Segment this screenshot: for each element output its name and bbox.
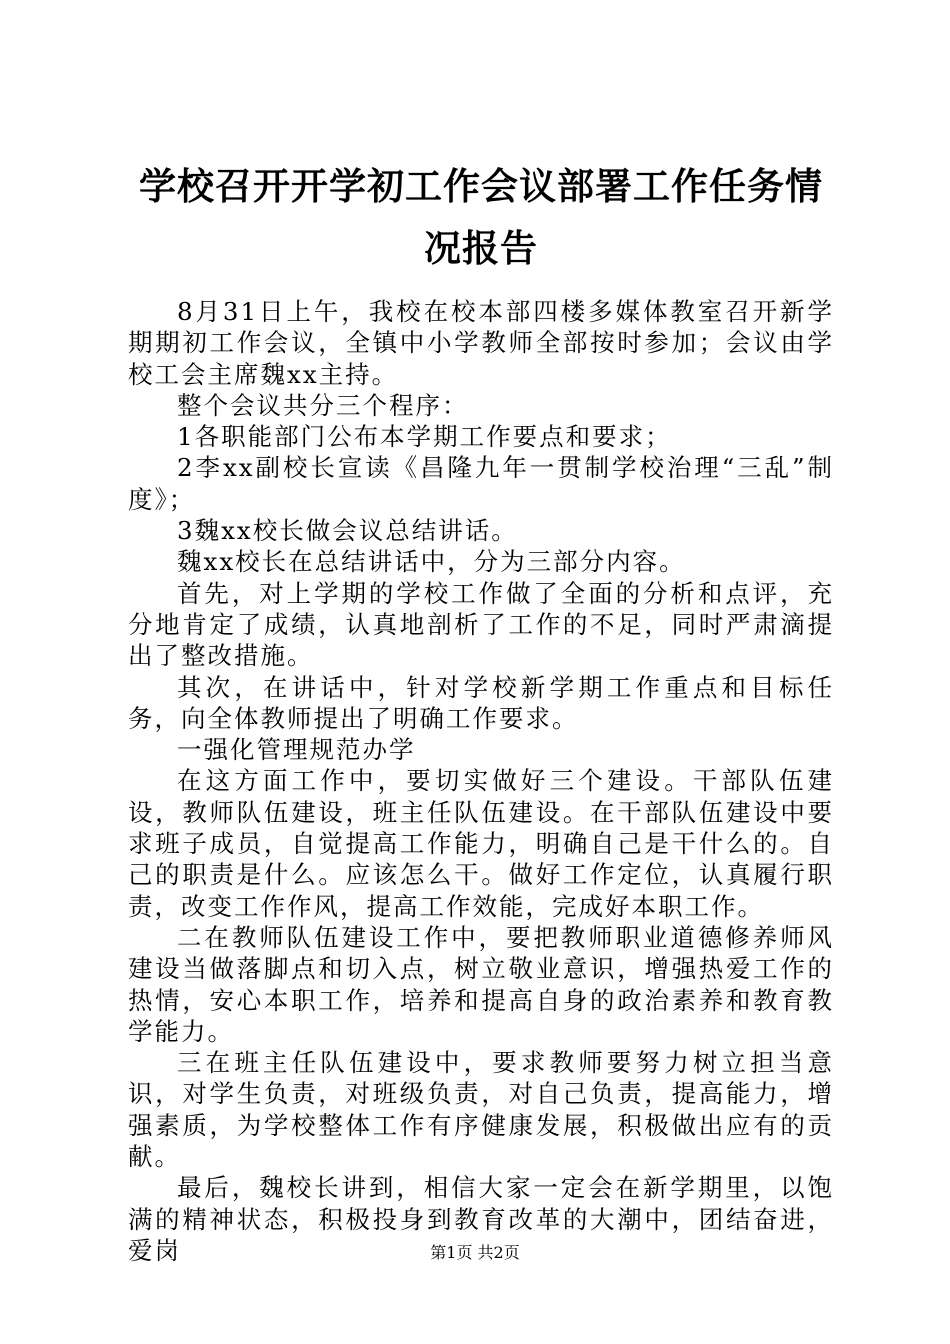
paragraph: 三在班主任队伍建设中，要求教师要努力树立担当意识，对学生负责，对班级负责，对自己负责，提高能力，增强素质，为学校整体工作有序健康发展，积极做出应有的贡献。 <box>128 1048 834 1172</box>
paragraph: 2李xx副校长宣读《昌隆九年一贯制学校治理“三乱”制度》； <box>128 453 834 514</box>
paragraph: 3魏xx校长做会议总结讲话。 <box>177 516 518 546</box>
document-title: 学校召开开学初工作会议部署工作任务情况报告 <box>139 164 823 270</box>
paragraph: 二在教师队伍建设工作中，要把教师职业道德修养师风建设当做落脚点和切入点，树立敬业意识，增强热爱工作的热情，安心本职工作，培养和提高自身的政治素养和教育教学能力。 <box>128 922 834 1046</box>
paragraph: 1各职能部门公布本学期工作要点和要求； <box>177 422 672 452</box>
paragraph: 最后，魏校长讲到，相信大家一定会在新学期里，以饱满的精神状态，积极投身到教育改革的大潮中，团结奋进，爱岗 <box>128 1173 834 1265</box>
page-number-footer: 第1页 共2页 <box>430 1243 520 1262</box>
paragraph: 魏xx校长在总结讲话中，分为三部分内容。 <box>177 547 686 577</box>
paragraph: 其次，在讲话中，针对学校新学期工作重点和目标任务，向全体教师提出了明确工作要求。 <box>128 672 834 733</box>
paragraph: 8月31日上午，我校在校本部四楼多媒体教室召开新学期期初工作会议，全镇中小学教师全部按时参加；会议由学校工会主席魏xx主持。 <box>128 297 834 389</box>
paragraph: 整个会议共分三个程序： <box>177 390 469 420</box>
document-body <box>128 296 834 1266</box>
section-heading: 一强化管理规范办学 <box>177 735 416 765</box>
paragraph: 在这方面工作中，要切实做好三个建设。干部队伍建设，教师队伍建设，班主任队伍建设。在干部队伍建设中要求班子成员，自觉提高工作能力，明确自己是干什么的。自己的职责是什么。应该怎么干。做好工作定位，认真履行职责，改变工作作风，提高工作效能，完成好本职工作。 <box>128 766 834 921</box>
paragraph: 首先，对上学期的学校工作做了全面的分析和点评，充分地肯定了成绩，认真地剖析了工作的不足，同时严肃滴提出了整改措施。 <box>128 578 834 671</box>
